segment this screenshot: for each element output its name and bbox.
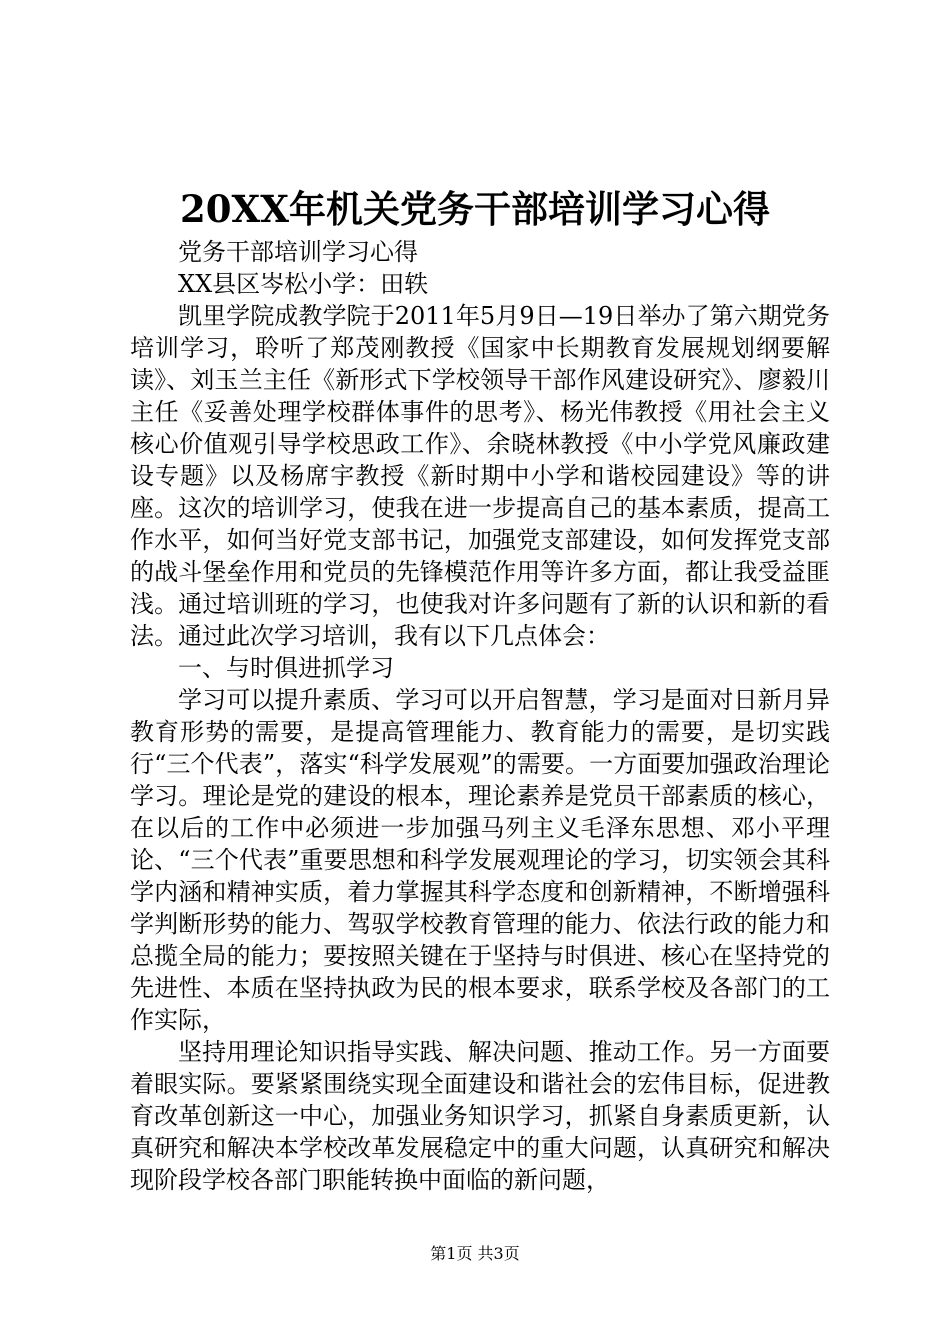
page-footer: 第1页 共3页: [430, 1244, 520, 1263]
document-title: 20XX年机关党务干部培训学习心得: [180, 187, 770, 231]
section-heading: 一、与时俱进抓学习: [178, 654, 394, 682]
subtitle-paragraph: 党务干部培训学习心得: [178, 238, 418, 266]
document-body: [130, 236, 830, 1196]
intro-paragraph: 凯里学院成教学院于2011年5月9日—19日举办了第六期党务培训学习，聆听了郑茂刚教授《国家中长期教育发展规划纲要解读》、刘玉兰主任《新形式下学校领导干部作风建设研究》、廖毅川主任《妥善处理学校群体事件的思考》、杨光伟教授《用社会主义核心价值观引导学校思政工作》、余晓林教授《中小学党风廉政建设专题》以及杨席宇教授《新时期中小学和谐校园建设》等的讲座。这次的培训学习，使我在进一步提高自己的基本素质，提高工作水平，如何当好党支部书记，加强党支部建设，如何发挥党支部的战斗堡垒作用和党员的先锋模范作用等许多方面，都让我受益匪浅。通过培训班的学习，也使我对许多问题有了新的认识和新的看法。通过此次学习培训，我有以下几点体会：: [130, 302, 830, 650]
body-paragraph: 坚持用理论知识指导实践、解决问题、推动工作。另一方面要着眼实际。要紧紧围绕实现全面建设和谐社会的宏伟目标，促进教育改革创新这一中心，加强业务知识学习，抓紧自身素质更新，认真研究和解决本学校改革发展稳定中的重大问题，认真研究和解决现阶段学校各部门职能转换中面临的新问题，: [130, 1038, 830, 1194]
author-paragraph: XX县区岑松小学：田轶: [178, 270, 429, 298]
body-paragraph: 学习可以提升素质、学习可以开启智慧，学习是面对日新月异教育形势的需要，是提高管理能力、教育能力的需要，是切实践行“三个代表”，落实“科学发展观”的需要。一方面要加强政治理论学习。理论是党的建设的根本，理论素养是党员干部素质的核心，在以后的工作中必须进一步加强马列主义毛泽东思想、邓小平理论、“三个代表”重要思想和科学发展观理论的学习，切实领会其科学内涵和精神实质，着力掌握其科学态度和创新精神，不断增强科学判断形势的能力、驾驭学校教育管理的能力、依法行政的能力和总揽全局的能力；要按照关键在于坚持与时俱进、核心在坚持党的先进性、本质在坚持执政为民的根本要求，联系学校及各部门的工作实际，: [130, 686, 830, 1034]
